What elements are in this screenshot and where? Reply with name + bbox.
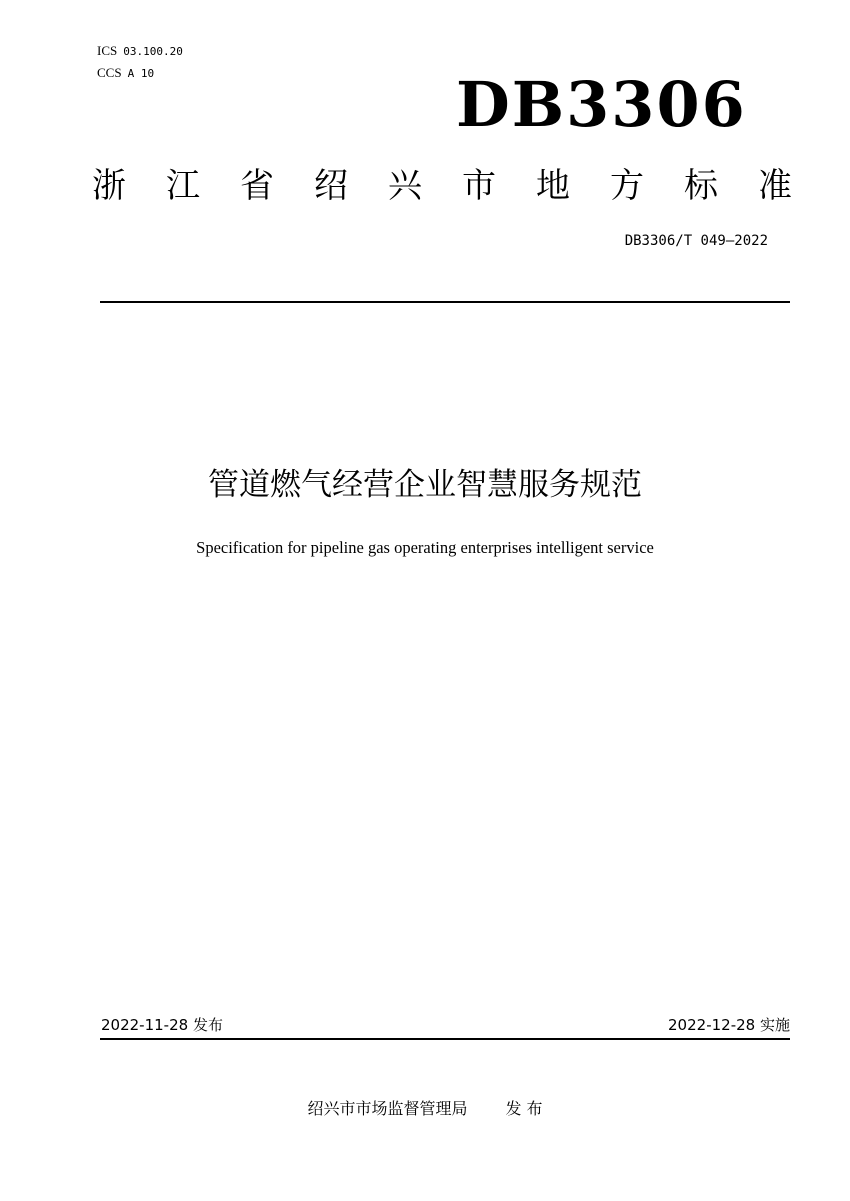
header-divider xyxy=(100,301,790,303)
publisher-action: 发 布 xyxy=(505,1099,543,1118)
standard-type-char: 方 xyxy=(610,166,644,206)
standard-type-char: 市 xyxy=(462,166,496,206)
issue-label: 发布 xyxy=(192,1016,223,1034)
issue-date-line xyxy=(101,1014,223,1036)
issue-date: 2022-11-28 xyxy=(101,1016,189,1034)
implement-date: 2022-12-28 xyxy=(668,1016,756,1034)
implement-date-line xyxy=(668,1014,790,1036)
publisher-name: 绍兴市市场监督管理局 xyxy=(307,1099,468,1118)
ccs-label: CCS xyxy=(97,65,122,80)
standard-type-char: 标 xyxy=(684,166,718,206)
footer-divider xyxy=(100,1038,790,1040)
ics-value: 03.100.20 xyxy=(123,45,183,58)
standard-type-char: 江 xyxy=(166,166,200,206)
standard-type-char: 兴 xyxy=(388,166,422,206)
ics-line xyxy=(97,44,183,59)
standard-type-char: 省 xyxy=(240,166,274,206)
document-subtitle: Specification for pipeline gas operating enterprises intelligent service xyxy=(196,538,654,557)
ccs-value: A 10 xyxy=(127,67,155,80)
ics-label: ICS xyxy=(97,43,118,58)
ccs-line xyxy=(97,66,154,81)
standard-number: DB3306/T 049—2022 xyxy=(624,233,768,249)
standard-type-title xyxy=(92,163,792,209)
publisher-line xyxy=(0,1097,850,1121)
db-code-logo: DB3306 xyxy=(456,68,747,141)
document-title: 管道燃气经营企业智慧服务规范 xyxy=(208,467,642,503)
standard-type-char: 地 xyxy=(536,166,570,206)
standard-type-char: 浙 xyxy=(92,166,126,206)
standard-type-char: 准 xyxy=(758,166,792,206)
standard-type-char: 绍 xyxy=(314,166,348,206)
implement-label: 实施 xyxy=(759,1016,790,1034)
